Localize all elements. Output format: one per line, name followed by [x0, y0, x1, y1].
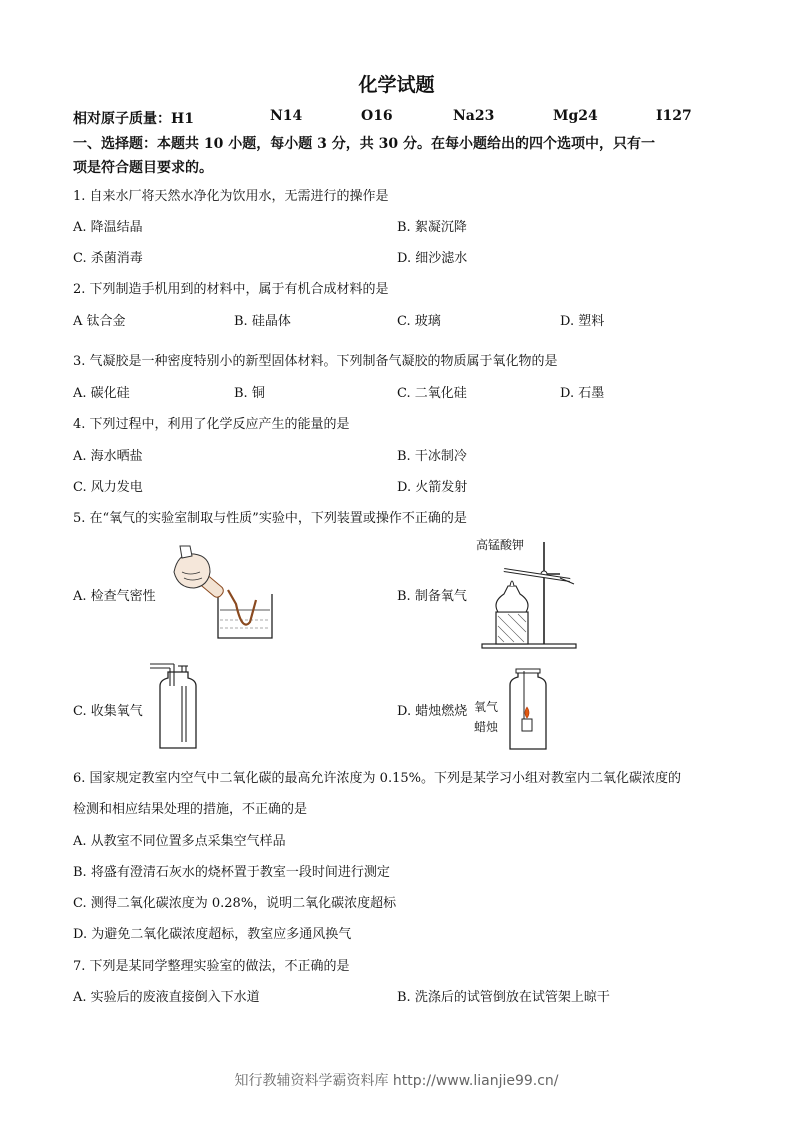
q3-option-b: B. 铜 — [234, 386, 265, 401]
q1-option-a: A. 降温结晶 — [73, 220, 143, 235]
q2-option-d: D. 塑料 — [560, 314, 605, 329]
atomic-mass-mg: Mg24 — [553, 108, 598, 124]
q5-option-a: A. 检查气密性 — [73, 589, 156, 604]
question-4-stem: 4. 下列过程中，利用了化学反应产生的能量的是 — [73, 417, 350, 432]
page-title: 化学试题 — [358, 74, 435, 96]
q3-option-d: D. 石墨 — [560, 386, 605, 401]
q5-option-b: B. 制备氧气 — [397, 589, 467, 604]
atomic-mass-o: O16 — [361, 108, 393, 124]
question-1-stem: 1. 自来水厂将天然水净化为饮用水，无需进行的操作是 — [73, 189, 389, 204]
atomic-mass-n: N14 — [270, 108, 303, 124]
q2-option-b: B. 硅晶体 — [234, 314, 291, 329]
q1-option-c: C. 杀菌消毒 — [73, 251, 143, 266]
section-heading-line1: 一、选择题：本题共 10 小题，每小题 3 分，共 30 分。在每小题给出的四个选项中，只有一 — [73, 136, 655, 152]
figure-d-label-top: 氧气 — [474, 700, 499, 714]
q3-option-c: C. 二氧化硅 — [397, 386, 467, 401]
q4-option-a: A. 海水晒盐 — [73, 449, 143, 464]
question-5-stem: 5. 在“氧气的实验室制取与性质”实验中，下列装置或操作不正确的是 — [73, 511, 467, 526]
q5-option-d: D. 蜡烛燃烧 — [397, 704, 468, 719]
q1-option-d: D. 细沙滤水 — [397, 251, 468, 266]
section-heading-line2: 项是符合题目要求的。 — [73, 160, 213, 176]
question-6-stem-line2: 检测和相应结果处理的措施，不正确的是 — [73, 802, 308, 817]
figure-d-label-bottom: 蜡烛 — [474, 720, 499, 734]
q3-option-a: A. 碳化硅 — [73, 386, 130, 401]
q7-option-a: A. 实验后的废液直接倒入下水道 — [73, 990, 260, 1005]
q6-option-d: D. 为避免二氧化碳浓度超标，教室应多通风换气 — [73, 927, 352, 942]
q6-option-b: B. 将盛有澄清石灰水的烧杯置于教室一段时间进行测定 — [73, 865, 390, 880]
q4-option-d: D. 火箭发射 — [397, 480, 468, 495]
figure-b-label: 高锰酸钾 — [476, 538, 525, 552]
q6-option-c: C. 测得二氧化碳浓度为 0.28%，说明二氧化碳浓度超标 — [73, 896, 397, 911]
figure-candle-oxygen — [470, 663, 550, 751]
atomic-mass-label: 相对原子质量：H1 — [73, 111, 194, 127]
q2-option-a: A 钛合金 — [73, 314, 126, 329]
q4-option-c: C. 风力发电 — [73, 480, 143, 495]
figure-prepare-oxygen — [470, 532, 580, 652]
figure-collect-oxygen — [148, 662, 208, 754]
question-7-stem: 7. 下列是某同学整理实验室的做法，不正确的是 — [73, 959, 350, 974]
q1-option-b: B. 絮凝沉降 — [397, 220, 467, 235]
atomic-mass-i: I127 — [656, 108, 692, 124]
figure-airtightness — [160, 542, 275, 642]
q4-option-b: B. 干冰制冷 — [397, 449, 467, 464]
q6-option-a: A. 从教室不同位置多点采集空气样品 — [73, 834, 286, 849]
question-2-stem: 2. 下列制造手机用到的材料中，属于有机合成材料的是 — [73, 282, 389, 297]
question-6-stem-line1: 6. 国家规定教室内空气中二氧化碳的最高允许浓度为 0.15%。下列是某学习小组对教室内二氧化碳浓度的 — [73, 771, 681, 786]
footer-watermark: 知行教辅资料学霸资料库 http://www.lianjie99.cn/ — [234, 1073, 559, 1089]
q5-option-c: C. 收集氧气 — [73, 704, 143, 719]
atomic-mass-na: Na23 — [453, 108, 495, 124]
q2-option-c: C. 玻璃 — [397, 314, 441, 329]
q7-option-b: B. 洗涤后的试管倒放在试管架上晾干 — [397, 990, 610, 1005]
question-3-stem: 3. 气凝胶是一种密度特别小的新型固体材料。下列制备气凝胶的物质属于氧化物的是 — [73, 354, 558, 369]
